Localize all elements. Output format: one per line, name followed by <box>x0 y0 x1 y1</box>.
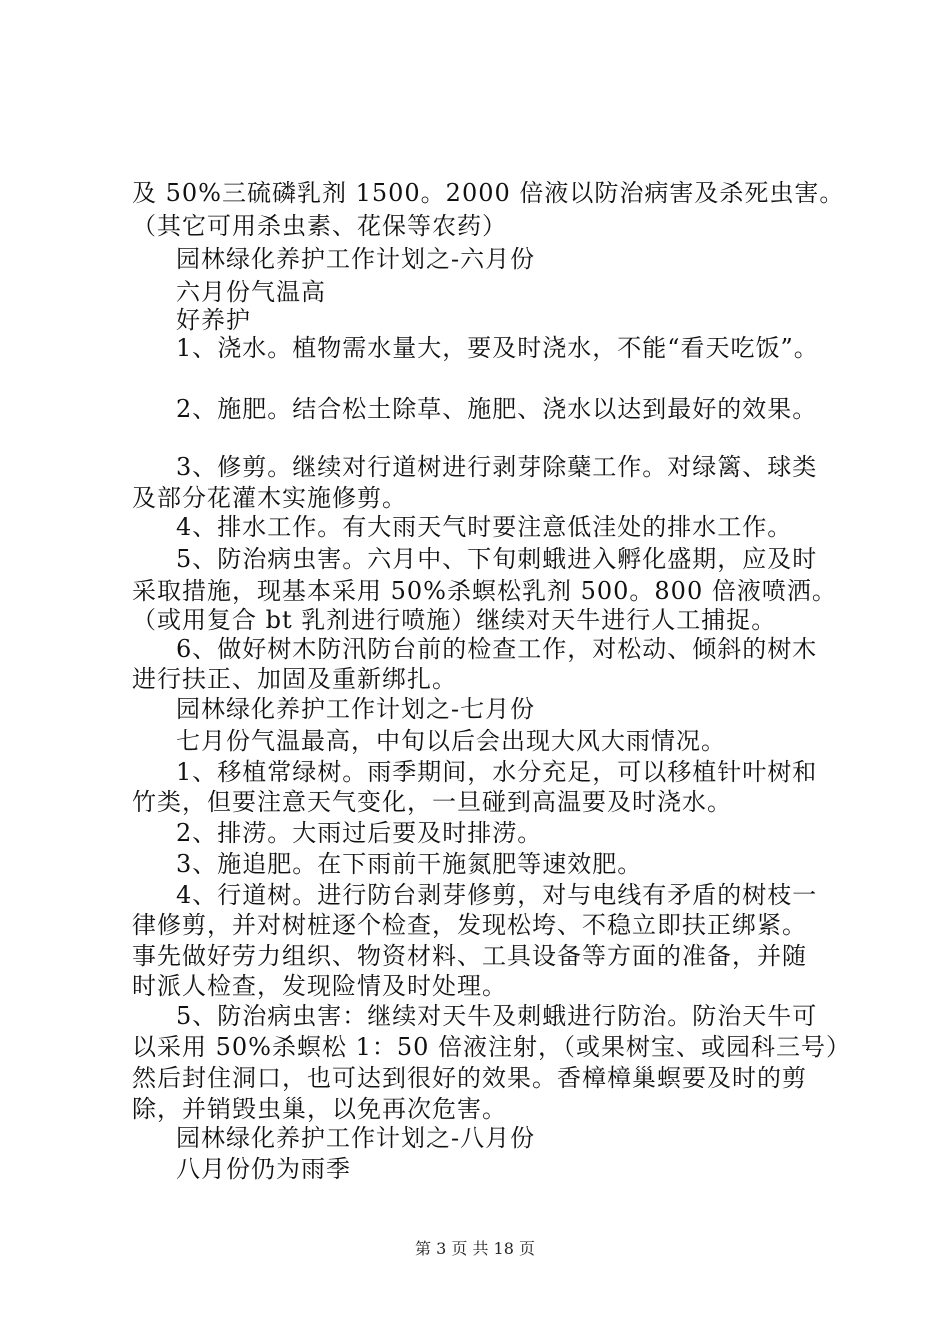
list-item: 3、修剪。继续对行道树进行剥芽除蘖工作。对绿篱、球类 <box>176 453 818 481</box>
section-heading: 园林绿化养护工作计划之-七月份 <box>176 695 536 723</box>
text-line: 事先做好劳力组织、物资材料、工具设备等方面的准备，并随 <box>132 942 807 970</box>
list-item: 2、施肥。结合松土除草、施肥、浇水以达到最好的效果。 <box>176 395 818 423</box>
list-item: 1、浇水。植物需水量大，要及时浇水，不能“看天吃饭”。 <box>176 334 819 362</box>
text-line: 及 50%三硫磷乳剂 1500。2000 倍液以防治病害及杀死虫害。 <box>132 179 845 207</box>
text-line: （或用复合 bt 乳剂进行喷施）继续对天牛进行人工捕捉。 <box>132 606 777 634</box>
text-line: （其它可用杀虫素、花保等农药） <box>132 212 507 240</box>
section-heading: 园林绿化养护工作计划之-六月份 <box>176 245 536 273</box>
list-item: 1、移植常绿树。雨季期间，水分充足，可以移植针叶树和 <box>176 758 818 786</box>
list-item: 6、做好树木防汛防台前的检查工作，对松动、倾斜的树木 <box>176 635 818 663</box>
section-heading: 园林绿化养护工作计划之-八月份 <box>176 1124 536 1152</box>
list-item: 3、施追肥。在下雨前干施氮肥等速效肥。 <box>176 850 643 878</box>
list-item: 4、排水工作。有大雨天气时要注意低洼处的排水工作。 <box>176 513 793 541</box>
list-item: 5、防治病虫害：继续对天牛及刺蛾进行防治。防治天牛可 <box>176 1002 818 1030</box>
list-item: 2、排涝。大雨过后要及时排涝。 <box>176 819 543 847</box>
text-line: 然后封住洞口，也可达到很好的效果。香樟樟巢螟要及时的剪 <box>132 1064 807 1092</box>
page-number: 第 3 页 共 18 页 <box>415 1239 535 1258</box>
text-line: 律修剪，并对树桩逐个检查，发现松垮、不稳立即扶正绑紧。 <box>132 911 807 939</box>
text-line: 八月份仍为雨季 <box>176 1155 351 1183</box>
text-line: 时派人检查，发现险情及时处理。 <box>132 972 507 1000</box>
text-line: 七月份气温最高，中旬以后会出现大风大雨情况。 <box>176 727 726 755</box>
text-line: 竹类，但要注意天气变化，一旦碰到高温要及时浇水。 <box>132 788 732 816</box>
text-line: 好养护 <box>176 306 251 334</box>
list-item: 4、行道树。进行防台剥芽修剪，对与电线有矛盾的树枝一 <box>176 881 818 909</box>
list-item: 5、防治病虫害。六月中、下旬刺蛾进入孵化盛期，应及时 <box>176 545 818 573</box>
text-line: 以采用 50%杀螟松 1：50 倍液注射，（或果树宝、或园科三号） <box>132 1033 852 1061</box>
text-line: 进行扶正、加固及重新绑扎。 <box>132 665 457 693</box>
text-line: 采取措施，现基本采用 50%杀螟松乳剂 500。800 倍液喷洒。 <box>132 577 837 605</box>
text-line: 六月份气温高 <box>176 278 326 306</box>
text-line: 及部分花灌木实施修剪。 <box>132 484 407 512</box>
text-line: 除，并销毁虫巢，以免再次危害。 <box>132 1095 507 1123</box>
